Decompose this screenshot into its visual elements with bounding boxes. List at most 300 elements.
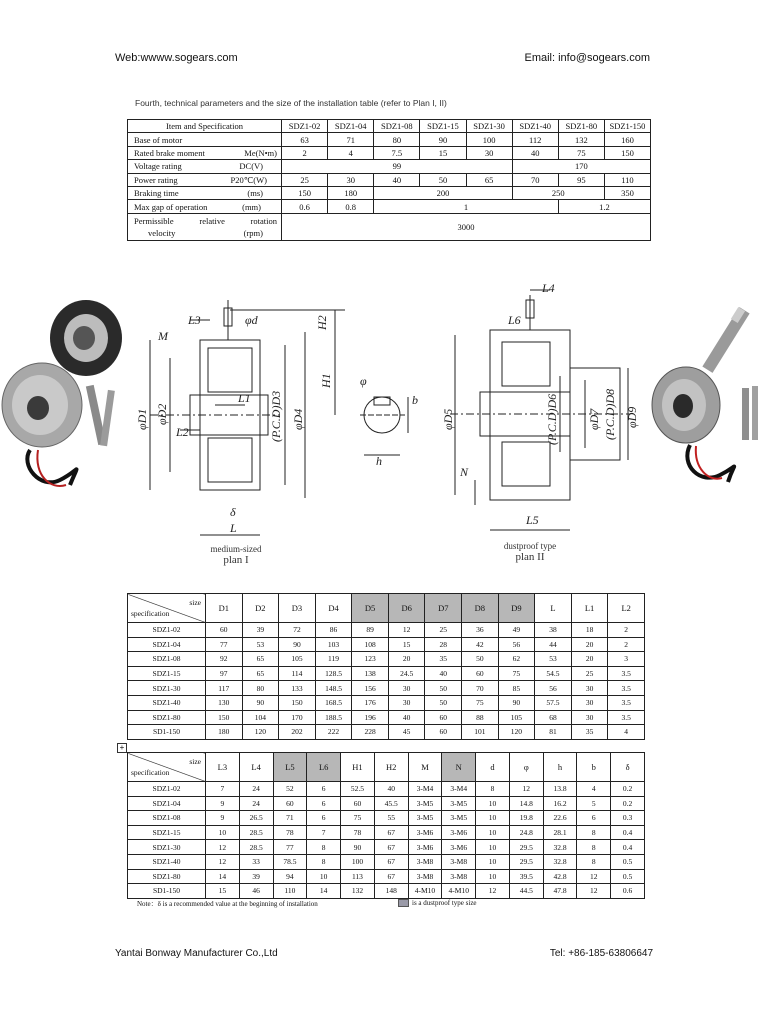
- table-row: [128, 725, 645, 740]
- table-cell: 14: [206, 869, 240, 884]
- table-cell: 3.5: [608, 666, 645, 681]
- table-cell: 128.5: [315, 666, 352, 681]
- table-cell: 90: [279, 637, 316, 652]
- table-cell: 8: [307, 840, 341, 855]
- spec-label-word: velocity: [148, 227, 176, 238]
- plan-1-coil-top: [208, 348, 252, 392]
- table-cell: 6: [307, 782, 341, 797]
- table-row: [128, 782, 645, 797]
- spec-cell: 350: [604, 186, 650, 199]
- table-cell: 30: [388, 681, 425, 696]
- spec-cell: 110: [604, 173, 650, 186]
- table-cell: 8: [307, 854, 341, 869]
- spec-head-item: Item and Specification: [128, 120, 282, 133]
- table-cell: 3: [608, 652, 645, 667]
- spec-cell: 0.8: [328, 200, 374, 213]
- table-cell: 10: [476, 825, 510, 840]
- spec-row-base-motor: [128, 133, 651, 146]
- table-cell: 3-M8: [442, 854, 476, 869]
- spec-label-word: Permissible: [134, 215, 174, 226]
- table-cell: 16.2: [543, 796, 577, 811]
- table-cell: 3-M8: [408, 854, 442, 869]
- table-cell: 49: [498, 623, 535, 638]
- table-cell: 3-M6: [408, 825, 442, 840]
- spec-label: Base of motor: [128, 133, 282, 146]
- table-cell: 90: [498, 695, 535, 710]
- table-cell: 30: [571, 710, 608, 725]
- table-cell: 72: [279, 623, 316, 638]
- table-cell: 10: [476, 869, 510, 884]
- dimension-table-1: [127, 593, 645, 740]
- label-L2: L2: [176, 425, 189, 439]
- table-cell: 6: [307, 811, 341, 826]
- dim2-col-head: L3: [206, 753, 240, 782]
- table-cell: 3-M8: [442, 869, 476, 884]
- table-row: [128, 623, 645, 638]
- table-cell: 32.8: [543, 854, 577, 869]
- label-D8: (P.C.D)D8: [603, 388, 617, 440]
- spec-cell: 132: [558, 133, 604, 146]
- note-delta: Note：δ is a recommended value at the beginning of installation: [137, 900, 318, 908]
- table-cell: 57.5: [535, 695, 572, 710]
- table-cell: 8: [577, 840, 611, 855]
- spec-cell: 160: [604, 133, 650, 146]
- table-cell: 6: [307, 796, 341, 811]
- spec-row-velocity: [128, 213, 651, 240]
- table-cell: 28.1: [543, 825, 577, 840]
- spec-head-model: SDZ1-150: [604, 120, 650, 133]
- plan-1-coil-bottom: [208, 438, 252, 482]
- label-H2: H2: [315, 315, 329, 330]
- note-dustproof-text: is a dustproof type size: [412, 899, 477, 907]
- spec-cell: 25: [282, 173, 328, 186]
- table-cell: 75: [498, 666, 535, 681]
- plan-2-caption-line2: plan II: [515, 551, 545, 563]
- table-cell: 3-M4: [408, 782, 442, 797]
- table-cell: 54.5: [535, 666, 572, 681]
- table-cell: 60: [425, 710, 462, 725]
- spec-cell: 30: [466, 146, 512, 159]
- spec-header-row: [128, 120, 651, 133]
- table-cell: 28.5: [239, 825, 273, 840]
- dim1-col-head: D4: [315, 594, 352, 623]
- spec-label: [128, 186, 282, 199]
- table-cell: 42.8: [543, 869, 577, 884]
- table-cell: 33: [239, 854, 273, 869]
- corner-size: size: [189, 757, 201, 766]
- spec-cell: 4: [328, 146, 374, 159]
- table-cell: SDZ1-15: [128, 666, 206, 681]
- table-cell: 8: [476, 782, 510, 797]
- table-cell: 35: [425, 652, 462, 667]
- table-cell: 44.5: [509, 884, 543, 899]
- spec-row-braking: [128, 186, 651, 199]
- spec-cell: 71: [328, 133, 374, 146]
- plan-1-caption-line2: plan I: [223, 554, 249, 566]
- table-cell: 101: [462, 725, 499, 740]
- table-cell: 3-M6: [442, 825, 476, 840]
- table-cell: 0.6: [611, 884, 645, 899]
- table-cell: 0.2: [611, 796, 645, 811]
- dim2-col-head: H2: [374, 753, 408, 782]
- table-cell: 60: [206, 623, 243, 638]
- spec-head-model: SDZ1-80: [558, 120, 604, 133]
- dim1-col-head: D8: [462, 594, 499, 623]
- table-cell: 53: [242, 637, 279, 652]
- table-cell: 30: [571, 695, 608, 710]
- dim2-col-head: L5: [273, 753, 307, 782]
- spec-cell: 112: [512, 133, 558, 146]
- table-cell: 10: [476, 796, 510, 811]
- dim2-col-head: H1: [341, 753, 375, 782]
- label-phi: φ: [360, 374, 367, 388]
- table-cell: 105: [279, 652, 316, 667]
- table-cell: 15: [206, 884, 240, 899]
- release-lever: [100, 390, 115, 446]
- table-cell: 13.8: [543, 782, 577, 797]
- table-cell: 3-M5: [442, 796, 476, 811]
- table-cell: 150: [206, 710, 243, 725]
- table-cell: 90: [341, 840, 375, 855]
- table-cell: 3.5: [608, 695, 645, 710]
- table-cell: 20: [571, 637, 608, 652]
- technical-drawing: [130, 280, 650, 580]
- spec-cell: 65: [466, 173, 512, 186]
- table-cell: 7: [307, 825, 341, 840]
- label-D9: φD9: [625, 406, 639, 428]
- spec-label: [128, 160, 282, 173]
- table-cell: 0.3: [611, 811, 645, 826]
- table-cell: 75: [341, 811, 375, 826]
- table-row: [128, 710, 645, 725]
- table-cell: SDZ1-30: [128, 840, 206, 855]
- table-cell: 28: [425, 637, 462, 652]
- table-cell: 100: [341, 854, 375, 869]
- table-cell: SDZ1-02: [128, 782, 206, 797]
- table-row: [128, 825, 645, 840]
- table-cell: SDZ1-80: [128, 869, 206, 884]
- mounting-bolt: [742, 388, 749, 440]
- section-intro: Fourth, technical parameters and the size of the installation table (refer to Plan I, II): [135, 98, 447, 108]
- table-row: [128, 869, 645, 884]
- table-expand-icon[interactable]: +: [117, 743, 127, 753]
- spec-head-model: SDZ1-04: [328, 120, 374, 133]
- table-cell: 86: [315, 623, 352, 638]
- table-cell: 90: [242, 695, 279, 710]
- spec-head-model: SDZ1-30: [466, 120, 512, 133]
- table-cell: 3.5: [608, 681, 645, 696]
- table-cell: SDZ1-08: [128, 811, 206, 826]
- table-cell: 50: [425, 681, 462, 696]
- label-b: b: [412, 393, 418, 407]
- corner-spec: specification: [131, 609, 170, 618]
- table-cell: 77: [206, 637, 243, 652]
- table-cell: 40: [388, 710, 425, 725]
- dim2-col-head: L4: [239, 753, 273, 782]
- spec-row-voltage: [128, 160, 651, 173]
- label-d: φd: [245, 313, 258, 327]
- spec-cell: 1: [374, 200, 559, 213]
- table-cell: 10: [476, 811, 510, 826]
- table-cell: 196: [352, 710, 389, 725]
- note-dustproof: [398, 899, 477, 907]
- table-cell: 78.5: [273, 854, 307, 869]
- table-cell: 52: [273, 782, 307, 797]
- table-cell: SD1-150: [128, 884, 206, 899]
- spec-label-word: relative: [199, 215, 225, 226]
- table-row: [128, 681, 645, 696]
- table-cell: 108: [352, 637, 389, 652]
- table-cell: 19.8: [509, 811, 543, 826]
- table-cell: 89: [352, 623, 389, 638]
- table-cell: 7: [206, 782, 240, 797]
- key-labels: [360, 374, 418, 468]
- spec-cell: 150: [282, 186, 328, 199]
- table-cell: 14: [307, 884, 341, 899]
- spec-cell: 80: [374, 133, 420, 146]
- table-cell: 92: [206, 652, 243, 667]
- spec-cell: 90: [420, 133, 466, 146]
- table-row: [128, 695, 645, 710]
- table-cell: 176: [352, 695, 389, 710]
- table-cell: 60: [341, 796, 375, 811]
- spec-cell: 40: [374, 173, 420, 186]
- spec-cell: 180: [328, 186, 374, 199]
- dim2-col-head: φ: [509, 753, 543, 782]
- table-cell: 2: [608, 623, 645, 638]
- table-row: [128, 840, 645, 855]
- spec-label-unit: (rpm): [243, 227, 263, 238]
- table-cell: SDZ1-04: [128, 637, 206, 652]
- spec-cell: 70: [512, 173, 558, 186]
- table-cell: 26.5: [239, 811, 273, 826]
- dim2-col-head: d: [476, 753, 510, 782]
- table-cell: 12: [206, 854, 240, 869]
- table-cell: 53: [535, 652, 572, 667]
- table-cell: 24: [239, 782, 273, 797]
- footer-company: Yantai Bonway Manufacturer Co.,Ltd: [115, 948, 278, 959]
- spec-cell: 75: [558, 146, 604, 159]
- table-cell: 12: [388, 623, 425, 638]
- label-D4: φD4: [291, 408, 305, 430]
- table-cell: 38: [535, 623, 572, 638]
- table-cell: 65: [242, 652, 279, 667]
- spec-label-text: Rated brake moment: [134, 147, 205, 158]
- table-cell: 3-M8: [408, 869, 442, 884]
- dim2-corner-cell: [128, 753, 206, 782]
- spec-label-unit: Me(N•m): [244, 147, 277, 158]
- table-cell: 35: [571, 725, 608, 740]
- spec-cell: 0.6: [282, 200, 328, 213]
- table-cell: 45.5: [374, 796, 408, 811]
- table-cell: 9: [206, 811, 240, 826]
- dim1-col-head: L2: [608, 594, 645, 623]
- table-cell: 44: [535, 637, 572, 652]
- table-cell: 40: [425, 666, 462, 681]
- table-cell: 71: [273, 811, 307, 826]
- table-cell: 40: [374, 782, 408, 797]
- table-cell: 42: [462, 637, 499, 652]
- dim1-col-head: D6: [388, 594, 425, 623]
- table-cell: 120: [242, 725, 279, 740]
- table-cell: 75: [462, 695, 499, 710]
- table-cell: 148.5: [315, 681, 352, 696]
- dim1-col-head: L1: [571, 594, 608, 623]
- table-cell: 60: [462, 666, 499, 681]
- corner-size: size: [189, 598, 201, 607]
- label-delta: δ: [230, 505, 236, 519]
- plan-2-caption: [482, 541, 578, 563]
- table-cell: 0.5: [611, 869, 645, 884]
- table-cell: 18: [571, 623, 608, 638]
- spec-label-line: [134, 227, 281, 239]
- table-row: [128, 666, 645, 681]
- label-L5: L5: [526, 513, 539, 527]
- table-cell: 202: [279, 725, 316, 740]
- table-cell: 24.8: [509, 825, 543, 840]
- product-photo-left: [0, 290, 126, 500]
- table-cell: 65: [242, 666, 279, 681]
- table-cell: 32.8: [543, 840, 577, 855]
- table-cell: 39: [242, 623, 279, 638]
- table-cell: 3-M6: [408, 840, 442, 855]
- label-D1: φD1: [135, 408, 149, 430]
- dim1-col-head: D7: [425, 594, 462, 623]
- table-cell: 80: [242, 681, 279, 696]
- table-cell: 168.5: [315, 695, 352, 710]
- table-cell: 148: [374, 884, 408, 899]
- header-email: Email: info@sogears.com: [524, 52, 650, 64]
- header-website: Web:wwww.sogears.com: [115, 52, 238, 64]
- plan-2-coil-top: [502, 342, 550, 386]
- table-cell: 15: [388, 637, 425, 652]
- table-cell: 170: [279, 710, 316, 725]
- table-cell: 222: [315, 725, 352, 740]
- table-cell: 78: [341, 825, 375, 840]
- dim2-col-head: δ: [611, 753, 645, 782]
- spec-label-unit: DC(V): [239, 161, 263, 172]
- plan-2-labels: [441, 281, 639, 527]
- spec-row-power: [128, 173, 651, 186]
- lead-wire: [27, 450, 76, 485]
- mounting-bolt: [752, 386, 758, 440]
- table-cell: 12: [577, 884, 611, 899]
- dim2-col-head: M: [408, 753, 442, 782]
- spec-row-max-gap: [128, 200, 651, 213]
- dim1-col-head: D1: [206, 594, 243, 623]
- table-cell: 97: [206, 666, 243, 681]
- label-h: h: [376, 454, 382, 468]
- table-cell: 3.5: [608, 710, 645, 725]
- table-row: [128, 811, 645, 826]
- gray-swatch-icon: [398, 899, 409, 907]
- table-cell: 50: [425, 695, 462, 710]
- table-cell: 50: [462, 652, 499, 667]
- table-cell: 56: [498, 637, 535, 652]
- table-cell: 24: [239, 796, 273, 811]
- plan-1-caption-line1: medium-sized: [210, 544, 262, 554]
- table-cell: 3-M5: [408, 796, 442, 811]
- spec-cell: 100: [466, 133, 512, 146]
- table-cell: 14.8: [509, 796, 543, 811]
- dim2-col-head: L6: [307, 753, 341, 782]
- table-cell: 55: [374, 811, 408, 826]
- spec-cell: 30: [328, 173, 374, 186]
- spec-label-unit: (mm): [242, 201, 261, 212]
- table-cell: 60: [425, 725, 462, 740]
- spec-label-word: rotation: [250, 215, 277, 226]
- spec-head-model: SDZ1-15: [420, 120, 466, 133]
- table-cell: 133: [279, 681, 316, 696]
- table-cell: 105: [498, 710, 535, 725]
- dim1-col-head: D5: [352, 594, 389, 623]
- table-cell: 150: [279, 695, 316, 710]
- table-cell: 3-M5: [408, 811, 442, 826]
- spec-head-model: SDZ1-40: [512, 120, 558, 133]
- table-cell: SDZ1-04: [128, 796, 206, 811]
- label-L6: L6: [508, 313, 521, 327]
- spec-label-text: Power rating: [134, 174, 178, 185]
- spec-cell: 99: [282, 160, 513, 173]
- dim2-header-row: [128, 753, 645, 782]
- table-cell: 3-M5: [442, 811, 476, 826]
- label-H1: H1: [319, 373, 333, 388]
- table-cell: 12: [476, 884, 510, 899]
- table-cell: 119: [315, 652, 352, 667]
- table-cell: 0.5: [611, 854, 645, 869]
- table-cell: 85: [498, 681, 535, 696]
- spec-head-model: SDZ1-02: [282, 120, 328, 133]
- table-row: [128, 854, 645, 869]
- table-cell: 67: [374, 825, 408, 840]
- table-cell: SDZ1-08: [128, 652, 206, 667]
- table-cell: 30: [571, 681, 608, 696]
- label-L3: L3: [188, 313, 201, 327]
- table-cell: 67: [374, 869, 408, 884]
- spec-row-rated-brake: [128, 146, 651, 159]
- table-row: [128, 637, 645, 652]
- table-cell: 110: [273, 884, 307, 899]
- table-cell: SDZ1-40: [128, 854, 206, 869]
- plan-2-caption-line1: dustproof type: [503, 541, 557, 551]
- table-cell: 10: [476, 840, 510, 855]
- table-cell: 68: [535, 710, 572, 725]
- spec-cell: 250: [512, 186, 604, 199]
- table-cell: 12: [509, 782, 543, 797]
- spec-cell: 40: [512, 146, 558, 159]
- table-cell: 67: [374, 840, 408, 855]
- friction-disc-bore: [73, 326, 95, 350]
- dim1-col-head: D2: [242, 594, 279, 623]
- table-row: [128, 884, 645, 899]
- brake-bore: [673, 394, 693, 418]
- table-cell: 20: [571, 652, 608, 667]
- table-cell: SD1-150: [128, 725, 206, 740]
- dim1-col-head: L: [535, 594, 572, 623]
- dim1-col-head: D3: [279, 594, 316, 623]
- table-cell: 4-M10: [442, 884, 476, 899]
- corner-spec: specification: [131, 768, 170, 777]
- table-cell: 6: [577, 811, 611, 826]
- table-cell: 20: [388, 652, 425, 667]
- table-row: [128, 652, 645, 667]
- table-cell: 3-M6: [442, 840, 476, 855]
- label-L1: L1: [238, 391, 251, 405]
- table-cell: 9: [206, 796, 240, 811]
- table-cell: 24.5: [388, 666, 425, 681]
- table-cell: 78: [273, 825, 307, 840]
- spec-cell: 170: [512, 160, 650, 173]
